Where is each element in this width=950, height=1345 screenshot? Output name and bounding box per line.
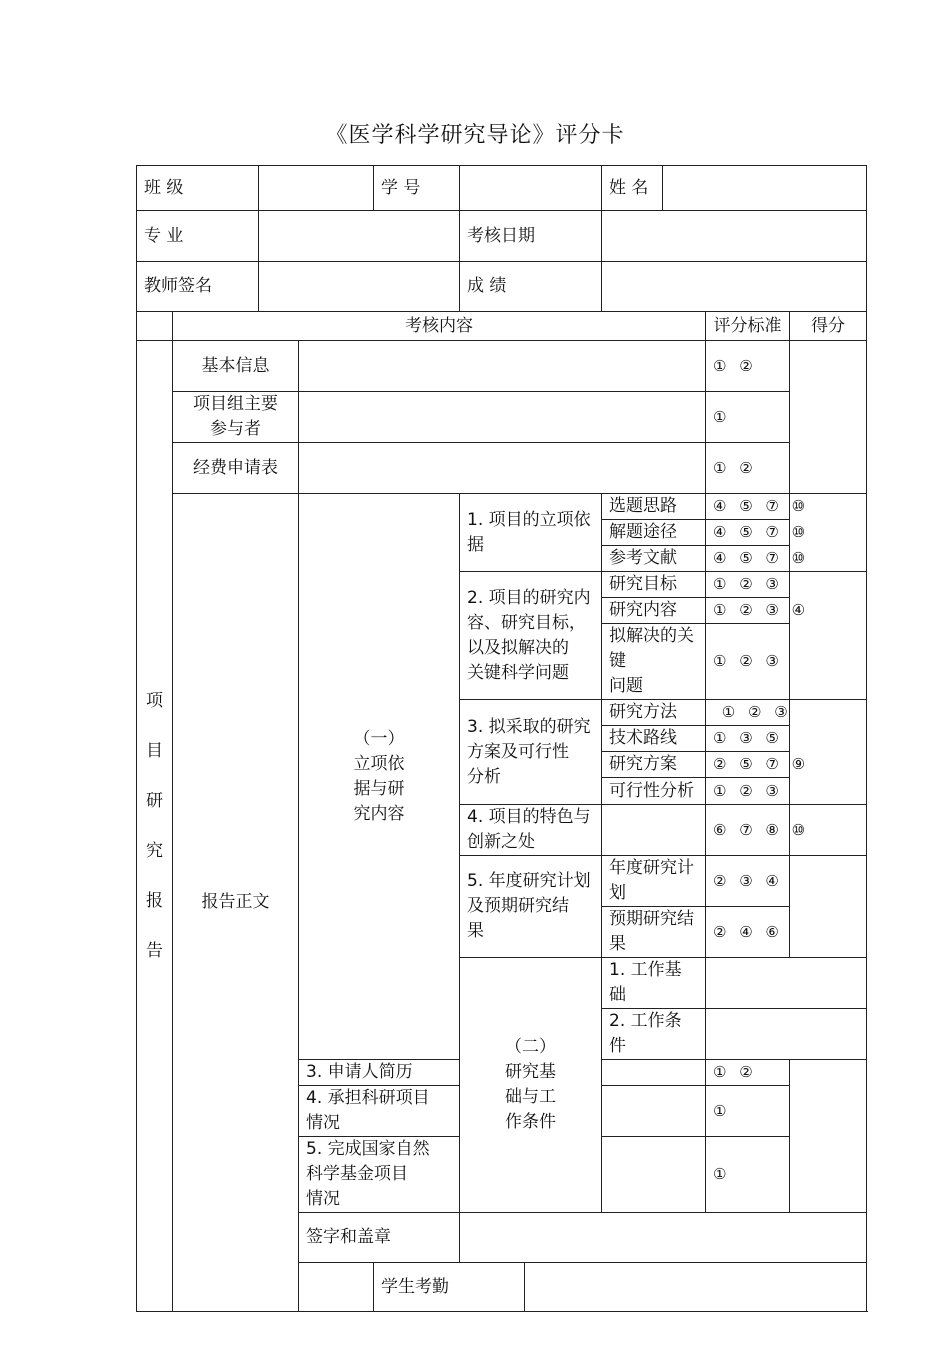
criteria-cell: ① ② ③ ④ [706, 598, 790, 624]
criteria-cell: ① [706, 1137, 790, 1213]
part2-label: （二） 研究基 础与工 作条件 [460, 958, 602, 1213]
criteria-cell: ② ⑤ ⑦ ⑨ [706, 752, 790, 778]
criteria-cell: ① [706, 1086, 790, 1137]
sub-item: 研究方案 [602, 752, 706, 778]
header-criteria: 评分标准 [706, 312, 790, 341]
class-field[interactable] [259, 166, 374, 211]
class-label: 班 级 [137, 166, 259, 211]
criteria-cell: ① ② ③ [706, 778, 790, 805]
name-field[interactable] [663, 166, 867, 211]
score-field[interactable] [602, 262, 867, 312]
page-title: 《医学科学研究导论》评分卡 [325, 123, 625, 148]
attendance-blank [299, 1263, 374, 1312]
item-content-blank [299, 443, 706, 494]
part2-item-5: 5. 完成国家自然 科学基金项目 情况 [299, 1137, 460, 1213]
teacher-signature-label: 教师签名 [137, 262, 259, 312]
criteria-cell: ① [706, 392, 790, 443]
criteria-cell: ① ② [706, 341, 790, 392]
major-label: 专 业 [137, 211, 259, 262]
section-label: 项 目 研 究 报 告 [137, 341, 173, 1312]
sub-item-blank [706, 958, 867, 1009]
sub-item: 可行性分析 [602, 778, 706, 805]
sub-item: 研究方法 [602, 700, 706, 726]
item-basic-info: 基本信息 [173, 341, 299, 392]
exam-date-field[interactable] [602, 211, 867, 262]
header-content: 考核内容 [173, 312, 706, 341]
part1-item-5: 5. 年度研究计划 及预期研究结 果 [460, 856, 602, 958]
sub-item: 解题途径 [602, 520, 706, 546]
score-label: 成 绩 [460, 262, 602, 312]
sub-item: 选题思路 [602, 494, 706, 520]
sub-item-blank [602, 1086, 706, 1137]
sub-item-blank [602, 1137, 706, 1213]
item-report-body: 报告正文 [173, 494, 299, 1312]
item-attendance: 学生考勤 [374, 1263, 525, 1312]
item-content-blank [460, 1213, 867, 1263]
part2-item-2: 2. 工作条件 [602, 1009, 706, 1060]
part2-item-4: 4. 承担科研项目 情况 [299, 1086, 460, 1137]
part2-item-1: 1. 工作基础 [602, 958, 706, 1009]
part1-item-2: 2. 项目的研究内 容、研究目标， 以及拟解决的 关键科学问题 [460, 572, 602, 700]
item-budget: 经费申请表 [173, 443, 299, 494]
sub-item-blank [706, 1009, 867, 1060]
student-id-field[interactable] [460, 166, 602, 211]
part1-label: （一） 立项依 据与研 究内容 [299, 494, 460, 1060]
score-card-table [136, 165, 867, 1312]
part1-item-4: 4. 项目的特色与 创新之处 [460, 805, 602, 856]
score-cell[interactable] [790, 700, 867, 805]
criteria-cell: ① ② ③ [706, 700, 790, 726]
score-cell[interactable] [790, 856, 867, 958]
part1-item-3: 3. 拟采取的研究 方案及可行性 分析 [460, 700, 602, 805]
criteria-cell: ④ ⑤ ⑦ ⑩ [706, 520, 790, 546]
criteria-cell: ④ ⑤ ⑦ ⑩ [706, 546, 790, 572]
criteria-cell: ① ② ③ [706, 572, 790, 598]
teacher-signature-field[interactable] [259, 262, 460, 312]
item-content-blank [299, 392, 706, 443]
criteria-cell: ② ③ ④ [706, 856, 790, 907]
sub-item: 参考文献 [602, 546, 706, 572]
part1-item-1: 1. 项目的立项依 据 [460, 494, 602, 572]
score-cell[interactable] [790, 341, 867, 494]
name-label: 姓 名 [602, 166, 663, 211]
major-field[interactable] [259, 211, 460, 262]
item-participants: 项目组主要 参与者 [173, 392, 299, 443]
exam-date-label: 考核日期 [460, 211, 602, 262]
student-id-label: 学 号 [374, 166, 460, 211]
criteria-cell: ④ ⑤ ⑦ ⑩ [706, 494, 790, 520]
item-content-blank [299, 341, 706, 392]
criteria-cell: ① ② [706, 1060, 790, 1086]
sub-item: 预期研究结果 [602, 907, 706, 958]
criteria-cell: ① ② ③ [706, 624, 790, 700]
header-score: 得分 [790, 312, 867, 341]
sub-item: 研究目标 [602, 572, 706, 598]
criteria-cell: ① ② [706, 443, 790, 494]
criteria-cell: ② ④ ⑥ [706, 907, 790, 958]
header-blank [137, 312, 173, 341]
sub-item: 拟解决的关键 问题 [602, 624, 706, 700]
item-content-blank [525, 1263, 867, 1312]
sub-item-blank [602, 1060, 706, 1086]
sub-item-blank [602, 805, 706, 856]
item-signature: 签字和盖章 [299, 1213, 460, 1263]
score-cell[interactable] [790, 572, 867, 700]
criteria-cell: ① ③ ⑤ [706, 726, 790, 752]
sub-item: 年度研究计划 [602, 856, 706, 907]
criteria-cell: ⑥ ⑦ ⑧ ⑩ [706, 805, 790, 856]
sub-item: 研究内容 [602, 598, 706, 624]
sub-item: 技术路线 [602, 726, 706, 752]
part2-item-3: 3. 申请人简历 [299, 1060, 460, 1086]
